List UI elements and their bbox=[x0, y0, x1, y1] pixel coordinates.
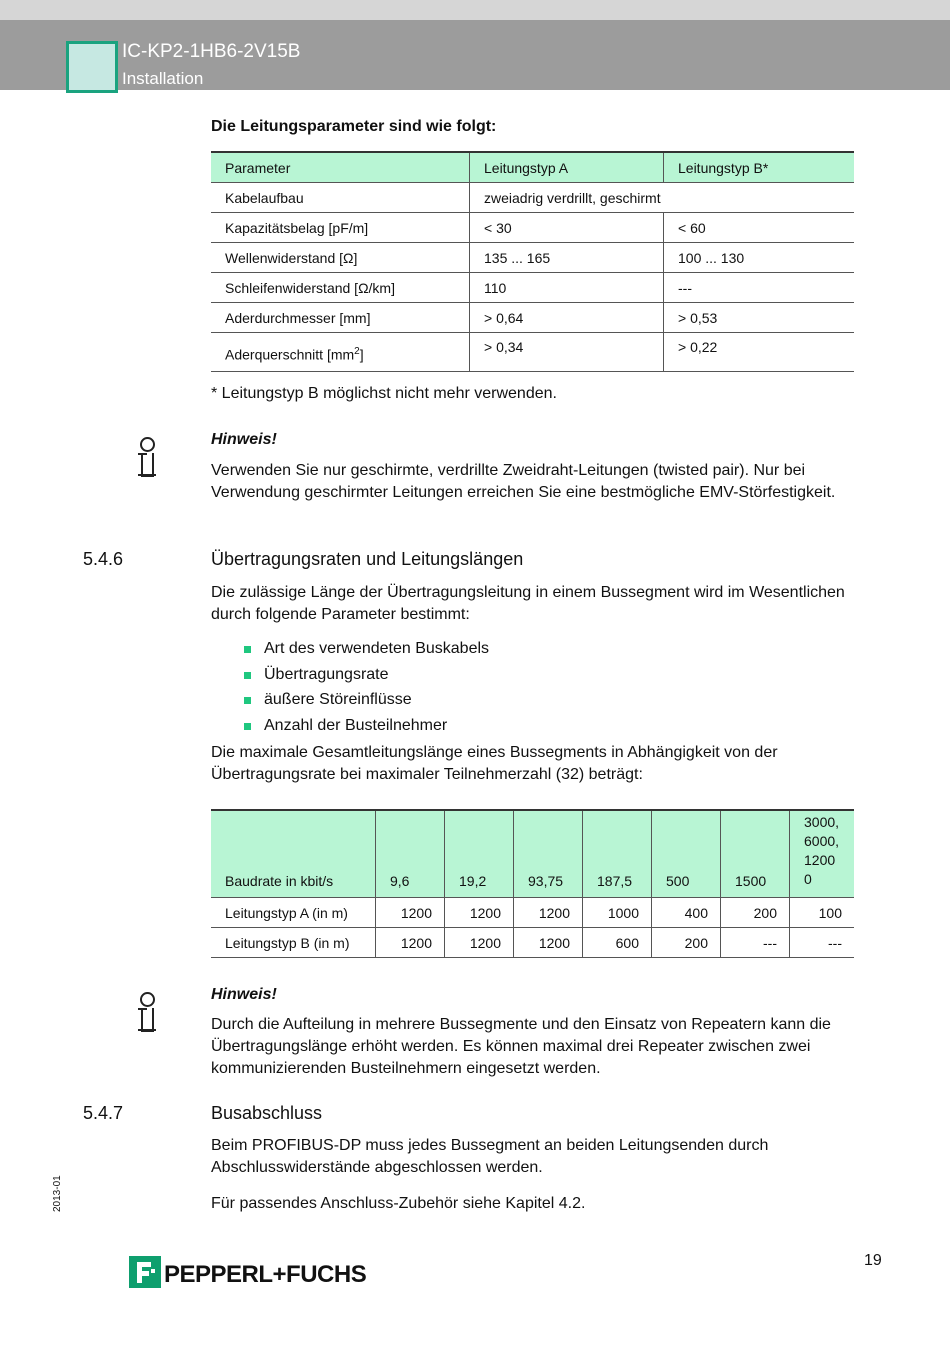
table-header-cell: 9,6 bbox=[376, 810, 445, 898]
table-cell: < 60 bbox=[664, 213, 855, 243]
table-cell: > 0,64 bbox=[470, 303, 664, 333]
section-title: Übertragungsraten und Leitungslängen bbox=[211, 549, 524, 569]
section-title: Busabschluss bbox=[211, 1103, 323, 1123]
table-row bbox=[211, 333, 854, 372]
table-cell: > 0,34 bbox=[470, 333, 664, 372]
table-cell: 200 bbox=[721, 898, 790, 928]
table-row bbox=[211, 928, 854, 958]
table-header-cell: Leitungstyp A bbox=[470, 152, 664, 183]
table-cell: --- bbox=[664, 273, 855, 303]
table-cell: 400 bbox=[652, 898, 721, 928]
table-cell: --- bbox=[790, 928, 855, 958]
list-item: Übertragungsrate bbox=[244, 662, 489, 688]
table-cell: 1200 bbox=[445, 928, 514, 958]
header-subtitle: Installation bbox=[122, 69, 204, 88]
table-row bbox=[211, 243, 854, 273]
table-row bbox=[211, 898, 854, 928]
table-cell: --- bbox=[721, 928, 790, 958]
table-header-row bbox=[211, 152, 854, 183]
table-cell: Kapazitätsbelag [pF/m] bbox=[211, 213, 470, 243]
table-cell: 600 bbox=[583, 928, 652, 958]
pepperl-fuchs-logo bbox=[129, 1256, 367, 1293]
logo-text: PEPPERL+FUCHS bbox=[164, 1261, 367, 1288]
table-cell: 1200 bbox=[376, 928, 445, 958]
table-cell: 110 bbox=[470, 273, 664, 303]
table-row bbox=[211, 273, 854, 303]
table-cell: > 0,22 bbox=[664, 333, 855, 372]
table-header-cell: Leitungstyp B* bbox=[664, 152, 855, 183]
table-cell: Aderdurchmesser [mm] bbox=[211, 303, 470, 333]
table-cell: 135 ... 165 bbox=[470, 243, 664, 273]
baudrate-length-table bbox=[211, 809, 854, 958]
cell-text: Aderquerschnitt [mm bbox=[225, 346, 355, 363]
table-cell: Kabelaufbau bbox=[211, 183, 470, 213]
section-paragraph: Beim PROFIBUS-DP muss jedes Bussegment an beiden Leitungsenden durch Abschlusswiderstände abgeschlossen werden. bbox=[211, 1137, 769, 1176]
section-number: 5.4.7 bbox=[83, 1103, 124, 1123]
info-icon bbox=[138, 437, 158, 479]
note-text: Durch die Aufteilung in mehrere Bussegmente und den Einsatz von Repeatern kann die Übertragungslänge erhöht werden. Es können maximal drei Repeater zwischen zwei kommunizierenden Busteilnehmern eingesetzt werden. bbox=[211, 1016, 831, 1077]
table-cell: 1200 bbox=[514, 928, 583, 958]
revision-date: 2013-01 bbox=[52, 1175, 63, 1212]
logo-mark-icon bbox=[129, 1256, 161, 1288]
table-footnote: * Leitungstyp B möglichst nicht mehr verwenden. bbox=[211, 385, 557, 402]
cell-text: ] bbox=[359, 346, 364, 363]
table-cell: 100 ... 130 bbox=[664, 243, 855, 273]
table-row bbox=[211, 213, 854, 243]
table-cell: zweiadrig verdrillt, geschirmt bbox=[470, 183, 855, 213]
intro-heading: Die Leitungsparameter sind wie folgt: bbox=[211, 118, 497, 135]
info-icon bbox=[138, 992, 158, 1034]
section-paragraph: Die zulässige Länge der Übertragungsleitung in einem Bussegment wird im Wesentlichen durch folgende Parameter bestimmt: bbox=[211, 584, 845, 623]
section-paragraph: Die maximale Gesamtleitungslänge eines Bussegments in Abhängigkeit von der Übertragungsrate bei maximaler Teilnehmerzahl (32) beträgt: bbox=[211, 744, 778, 783]
note-title: Hinweis! bbox=[211, 431, 277, 448]
table-cell: 1200 bbox=[514, 898, 583, 928]
top-band bbox=[0, 0, 950, 20]
table-row bbox=[211, 303, 854, 333]
page-header bbox=[0, 20, 950, 90]
table-cell: < 30 bbox=[470, 213, 664, 243]
table-cell: 100 bbox=[790, 898, 855, 928]
table-row bbox=[211, 183, 854, 213]
table-cell: Schleifenwiderstand [Ω/km] bbox=[211, 273, 470, 303]
cable-parameter-table bbox=[211, 151, 854, 372]
table-header-cell: 93,75 bbox=[514, 810, 583, 898]
table-header-cell: 1500 bbox=[721, 810, 790, 898]
header-logo-square bbox=[66, 41, 118, 93]
section-paragraph: Für passendes Anschluss-Zubehör siehe Kapitel 4.2. bbox=[211, 1195, 586, 1212]
table-cell bbox=[211, 333, 470, 372]
table-cell: 1000 bbox=[583, 898, 652, 928]
table-header-cell: 187,5 bbox=[583, 810, 652, 898]
bullet-list bbox=[244, 636, 489, 738]
list-item: Art des verwendeten Buskabels bbox=[244, 636, 489, 662]
table-header-row bbox=[211, 810, 854, 898]
table-cell: 200 bbox=[652, 928, 721, 958]
header-title: IC-KP2-1HB6-2V15B bbox=[122, 41, 301, 62]
table-cell: > 0,53 bbox=[664, 303, 855, 333]
table-cell: Leitungstyp B (in m) bbox=[211, 928, 376, 958]
table-header-cell: 3000, 6000, 1200 0 bbox=[790, 810, 855, 898]
table-cell: 1200 bbox=[445, 898, 514, 928]
table-header-cell: Baudrate in kbit/s bbox=[211, 810, 376, 898]
superscript: 2 bbox=[354, 345, 360, 357]
table-cell: Wellenwiderstand [Ω] bbox=[211, 243, 470, 273]
table-header-cell: 19,2 bbox=[445, 810, 514, 898]
list-item: Anzahl der Busteilnehmer bbox=[244, 713, 489, 739]
note-text: Verwenden Sie nur geschirmte, verdrillte Zweidraht-Leitungen (twisted pair). Nur bei Verwendung geschirmter Leitungen erreichen Sie eine bestmögliche EMV-Störfestigkeit. bbox=[211, 462, 836, 501]
table-header-cell: Parameter bbox=[211, 152, 470, 183]
table-cell: Leitungstyp A (in m) bbox=[211, 898, 376, 928]
table-cell: 1200 bbox=[376, 898, 445, 928]
section-number: 5.4.6 bbox=[83, 549, 124, 569]
list-item: äußere Störeinflüsse bbox=[244, 687, 489, 713]
page-number: 19 bbox=[864, 1252, 882, 1269]
note-title: Hinweis! bbox=[211, 986, 277, 1003]
table-header-cell: 500 bbox=[652, 810, 721, 898]
